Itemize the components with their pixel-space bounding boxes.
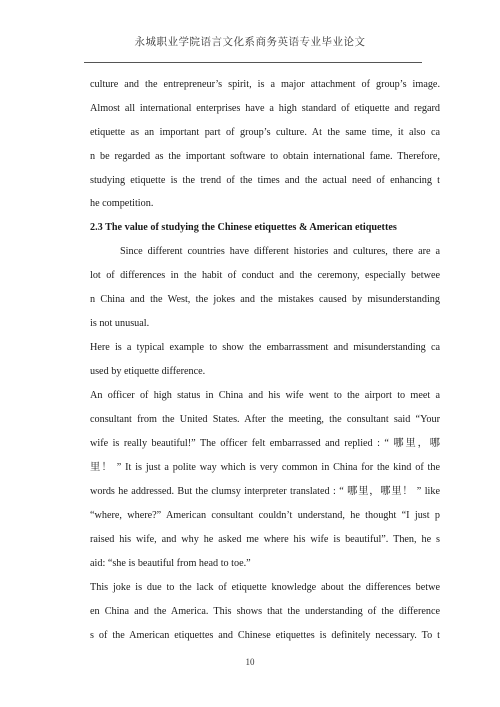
section-heading: 2.3 The value of studying the Chinese etiquettes & American etiquettes xyxy=(90,222,397,233)
body-line: An officer of high status in China and his wife went to the airport to meet a xyxy=(90,390,440,401)
body-line: Since different countries have different histories and cultures, there are a xyxy=(120,246,440,257)
body-line: consultant from the United States. After the meeting, the consultant said “Your xyxy=(90,414,440,425)
body-line: words he addressed. But the clumsy interpreter translated : “ 哪里，哪里！ ” like xyxy=(90,486,440,497)
header-rule xyxy=(84,62,422,63)
body-line: wife is really beautiful!” The officer felt embarrassed and replied : “ 哪里，哪 xyxy=(90,438,440,449)
body-line: en China and the America. This shows that the understanding of the difference xyxy=(90,606,440,617)
body-line: This joke is due to the lack of etiquette knowledge about the differences betwe xyxy=(90,582,440,593)
body-line: lot of differences in the habit of conduct and the ceremony, especially betwee xyxy=(90,270,440,281)
body-line: Here is a typical example to show the embarrassment and misunderstanding ca xyxy=(90,342,440,353)
page-number: 10 xyxy=(245,657,255,667)
body-line: used by etiquette difference. xyxy=(90,366,206,377)
body-line: n China and the West, the jokes and the mistakes caused by misunderstanding xyxy=(90,294,440,305)
body-line: n be regarded as the important software to obtain international fame. Therefore, xyxy=(90,151,440,162)
body-line: 里！ ” It is just a polite way which is very common in China for the kind of the xyxy=(90,462,440,473)
body-line: aid: “she is beautiful from head to toe.” xyxy=(90,558,251,569)
body-line: raised his wife, and why he asked me where his wife is beautiful”. Then, he s xyxy=(90,534,440,545)
body-line: “where, where?” American consultant couldn’t understand, he thought “I just p xyxy=(90,510,440,521)
body-line: s of the American etiquettes and Chinese etiquettes is definitely necessary. To t xyxy=(90,630,440,641)
body-line: Almost all international enterprises have a high standard of etiquette and regard xyxy=(90,103,440,114)
body-line: he competition. xyxy=(90,198,154,209)
body-line: etiquette as an important part of group’s culture. At the same time, it also ca xyxy=(90,127,440,138)
page-header-title: 永城职业学院语言文化系商务英语专业毕业论文 xyxy=(134,36,366,48)
body-line: culture and the entrepreneur’s spirit, is a major attachment of group’s image. xyxy=(90,79,440,90)
body-line: is not unusual. xyxy=(90,318,150,329)
body-line: studying etiquette is the trend of the times and the actual need of enhancing t xyxy=(90,175,440,186)
